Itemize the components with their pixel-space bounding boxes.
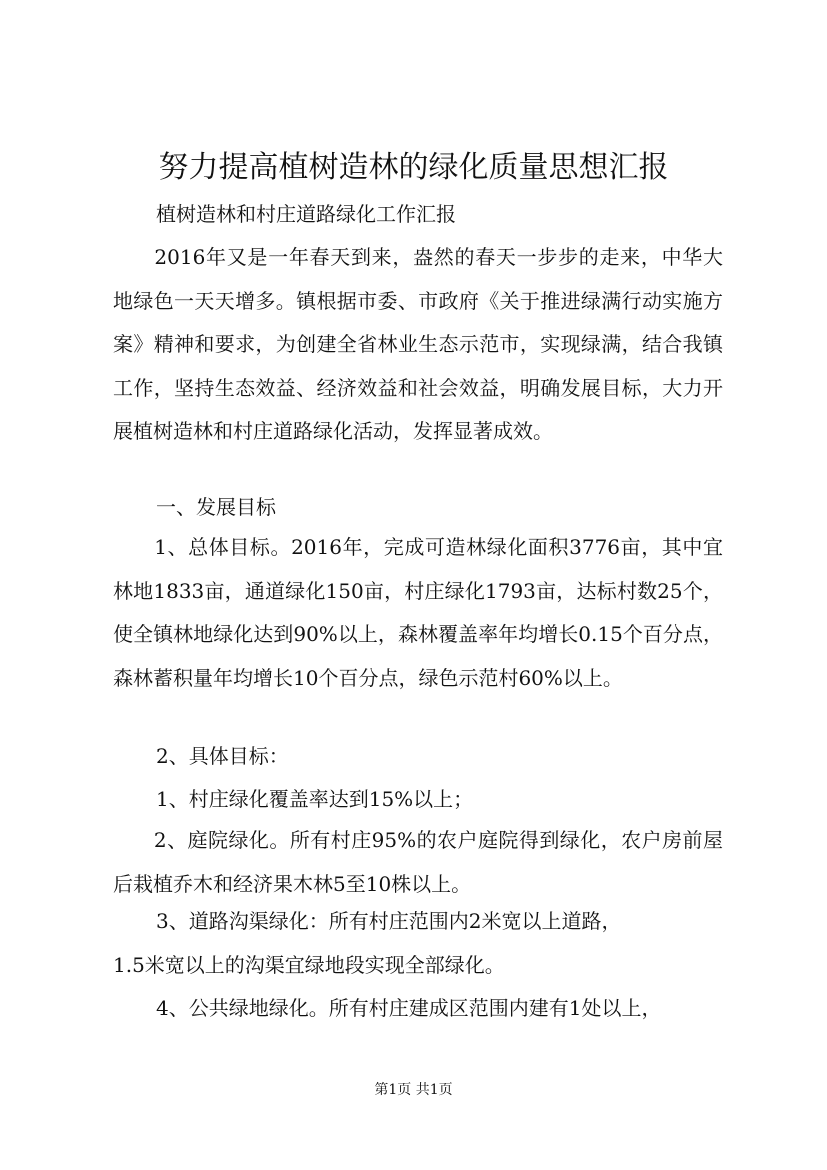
document-title: 努力提高植树造林的绿化质量思想汇报 <box>158 150 669 185</box>
intro-paragraph: 2016年又是一年春天到来，盎然的春天一步步的走来，中华大地绿色一天天增多。镇根据市委、市政府《关于推进绿满行动实施方案》精神和要求，为创建全省林业生态示范市，实现绿满，结合我镇工作，坚持生态效益、经济效益和社会效益，明确发展目标，大力开展植树造林和村庄道路绿化活动，发挥显著成效。 <box>113 245 723 443</box>
goal-item-public-greenspace: 4、公共绿地绿化。所有村庄建成区范围内建有1处以上， <box>156 996 662 1020</box>
page-number: 第1页 共1页 <box>374 1082 453 1098</box>
goal-item-village-greening: 1、村庄绿化覆盖率达到15%以上； <box>156 787 474 811</box>
document-subtitle: 植树造林和村庄道路绿化工作汇报 <box>156 202 456 226</box>
goal-item-road-greening-line1: 3、道路沟渠绿化：所有村庄范围内2米宽以上道路， <box>156 909 622 933</box>
goal-specific-heading: 2、具体目标： <box>156 744 289 768</box>
goal-overall-paragraph: 1、总体目标。2016年，完成可造林绿化面积3776亩，其中宜林地1833亩，通道绿化150亩，村庄绿化1793亩，达标村数25个，使全镇林地绿化达到90%以上，森林覆盖率年均增长0.15个百分点，森林蓄积量年均增长10个百分点，绿色示范村60%以上。 <box>113 535 723 690</box>
section-heading: 一、发展目标 <box>156 495 276 519</box>
goal-item-road-greening-line2: 1.5米宽以上的沟渠宜绿地段实现全部绿化。 <box>113 953 505 977</box>
goal-item-courtyard-greening: 2、庭院绿化。所有村庄95%的农户庭院得到绿化，农户房前屋后栽植乔木和经济果木林5至10株以上。 <box>113 828 723 896</box>
